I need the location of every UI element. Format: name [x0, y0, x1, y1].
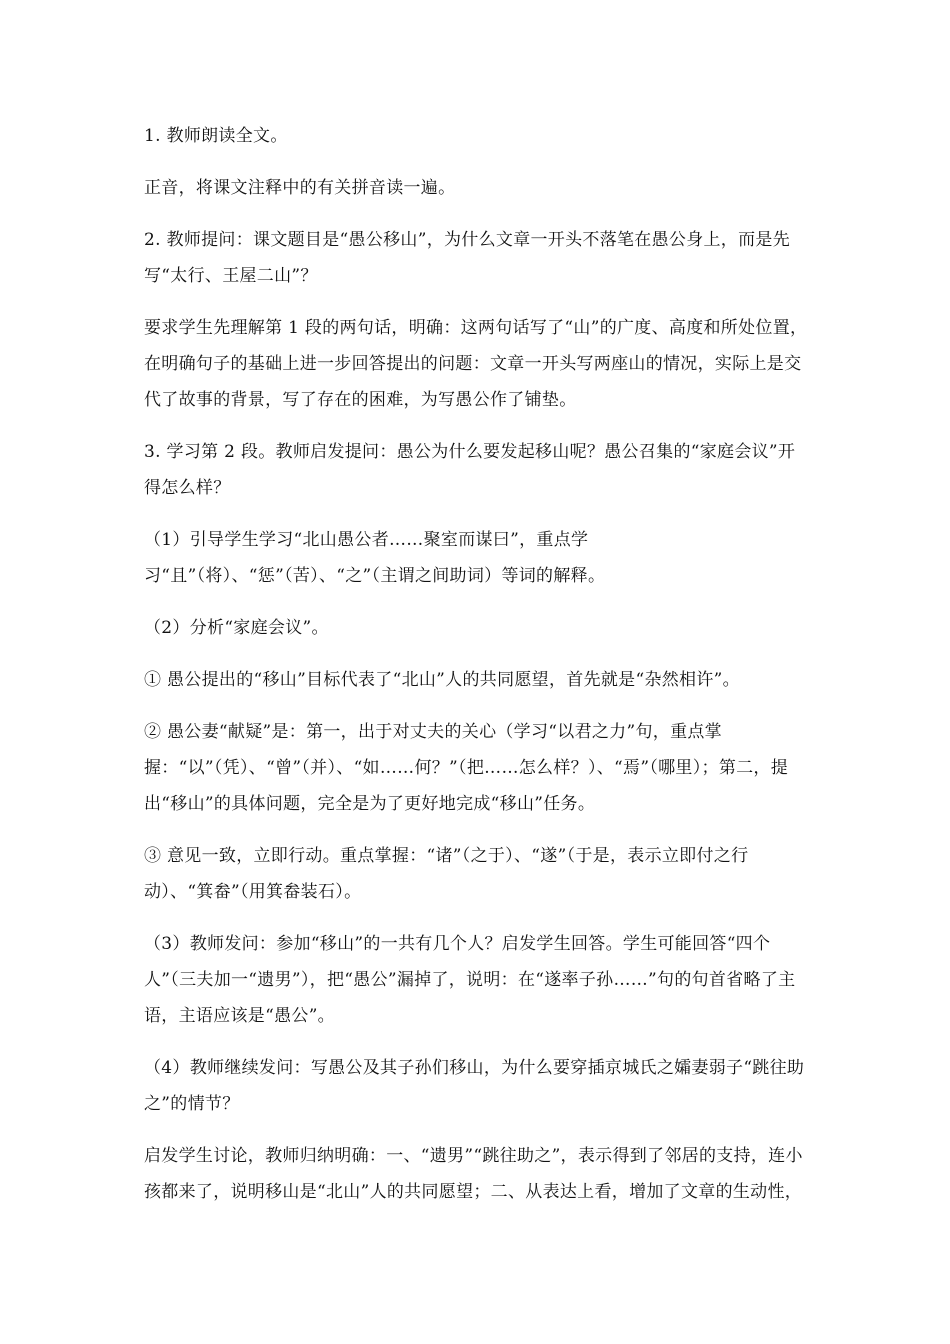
paragraph-sub-2: （2）分析“家庭会议”。 [144, 618, 329, 638]
paragraph-sub-4: （4）教师继续发问：写愚公及其子孙们移山，为什么要穿插京城氏之孀妻弱子“跳往助之”的情节？ [144, 1058, 805, 1114]
paragraph-sub-1: （1）引导学生学习“北山愚公者……聚室而谋曰”，重点学习“且”（将）、“惩”（苦）、“之”（主谓之间助词）等词的解释。 [144, 530, 606, 586]
paragraph-step-3: 3. 学习第 2 段。教师启发提问：愚公为什么要发起移山呢？愚公召集的“家庭会议”开得怎么样？ [144, 442, 796, 498]
document-body [144, 118, 812, 1226]
paragraph-point-3: ③ 意见一致，立即行动。重点掌握：“诸”（之于）、“遂”（于是，表示立即付之行动）、“箕畚”（用箕畚装石）。 [144, 846, 749, 902]
paragraph-pronunciation: 正音，将课文注释中的有关拼音读一遍。 [144, 178, 456, 198]
paragraph-sub-3: （3）教师发问：参加“移山”的一共有几个人？启发学生回答。学生可能回答“四个人”（三夫加一“遗男”），把“愚公”漏掉了，说明：在“遂率子孙……”句的句首省略了主语，主语应该是“愚公”。 [144, 934, 796, 1026]
paragraph-discussion: 启发学生讨论，教师归纳明确：一、“遗男”“跳往助之”，表示得到了邻居的支持，连小孩都来了，说明移山是“北山”人的共同愿望；二、从表达上看，增加了文章的生动性， [144, 1146, 803, 1202]
paragraph-step-1: 1. 教师朗读全文。 [144, 126, 288, 146]
paragraph-step-2-answer: 要求学生先理解第 1 段的两句话，明确：这两句话写了“山”的广度、高度和所处位置，在明确句子的基础上进一步回答提出的问题：文章一开头写两座山的情况，实际上是交代了故事的背景，写了存在的困难，为写愚公作了铺垫。 [144, 318, 808, 410]
paragraph-step-2-question: 2. 教师提问：课文题目是“愚公移山”，为什么文章一开头不落笔在愚公身上，而是先写“太行、王屋二山”？ [144, 230, 791, 286]
paragraph-point-2: ② 愚公妻“献疑”是：第一，出于对丈夫的关心（学习“以君之力”句，重点掌握：“以”（凭）、“曾”（并）、“如……何？”（把……怎么样？）、“焉”（哪里）；第二，提出“移山”的具体问题，完全是为了更好地完成“移山”任务。 [144, 722, 789, 814]
paragraph-point-1: ① 愚公提出的“移山”目标代表了“北山”人的共同愿望，首先就是“杂然相许”。 [144, 670, 740, 690]
